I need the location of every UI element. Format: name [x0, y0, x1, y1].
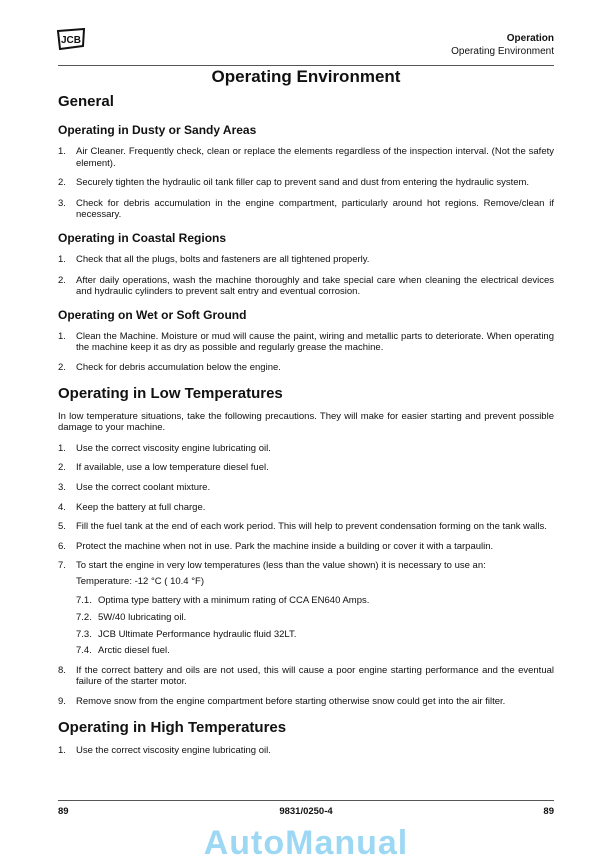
temperature-value: Temperature: -12 °C ( 10.4 °F) — [76, 575, 204, 587]
list-item: 7. To start the engine in very low temperatures (less than the value shown) it is necessary to use an: — [58, 560, 486, 572]
footer-page-left: 89 — [58, 806, 69, 817]
list-item: 8. If the correct battery and oils are not used, this will cause a poor engine starting performance and the eventual failure of the starter motor. — [58, 664, 554, 688]
heading-general: General — [58, 93, 114, 110]
heading-low-temperatures: Operating in Low Temperatures — [58, 384, 283, 402]
list-item: 2. Check for debris accumulation below the engine. — [58, 361, 281, 373]
sub-list-item: 7.3. JCB Ultimate Performance hydraulic fluid 32LT. — [76, 628, 297, 640]
list-item: 2. Securely tighten the hydraulic oil tank filler cap to prevent sand and dust from entering the hydraulic system. — [58, 177, 530, 189]
list-item: 3. Check for debris accumulation in the engine compartment, particularly around hot regions. Remove/clean if necessary. — [58, 197, 554, 221]
heading-wet: Operating on Wet or Soft Ground — [58, 307, 247, 322]
low-intro: In low temperature situations, take the following precautions. They will make for easier starting and prevent possible damage to your machine. — [58, 410, 554, 434]
header-subsection: Operating Environment — [451, 46, 554, 57]
header-divider — [58, 65, 554, 66]
list-item: 1. Clean the Machine. Moisture or mud will cause the paint, wiring and metallic parts to deteriorate. When operating the machine keep it as dry as possible and regularly grease the machine. — [58, 330, 554, 354]
sub-list-item: 7.4. Arctic diesel fuel. — [76, 645, 170, 657]
list-item: 5. Fill the fuel tank at the end of each work period. This will help to prevent condensation forming on the tank walls. — [58, 521, 547, 533]
list-item: 1. Check that all the plugs, bolts and fasteners are all tightened properly. — [58, 253, 370, 265]
list-item: 1. Use the correct viscosity engine lubricating oil. — [58, 442, 271, 454]
heading-dusty: Operating in Dusty or Sandy Areas — [58, 123, 257, 137]
watermark: AutoManual — [203, 824, 409, 862]
sub-list-item: 7.1. Optima type battery with a minimum rating of CCA EN640 Amps. — [76, 595, 370, 607]
list-item: 1. Use the correct viscosity engine lubricating oil. — [58, 744, 271, 756]
jcb-logo — [56, 28, 86, 48]
footer-page-right: 89 — [543, 806, 554, 817]
header-section: Operation — [506, 33, 554, 44]
list-item: 2. After daily operations, wash the machine thoroughly and take special care when cleaning the electrical devices and hydraulic cylinders to prevent salt entry and eventual corrosion. — [58, 274, 554, 298]
page-content — [58, 67, 554, 756]
page-title: Operating Environment — [211, 67, 401, 86]
list-item: 3. Use the correct coolant mixture. — [58, 481, 211, 493]
heading-high-temperatures: Operating in High Temperatures — [58, 718, 287, 736]
svg-text:JCB: JCB — [60, 35, 82, 46]
list-item: 2. If available, use a low temperature diesel fuel. — [58, 462, 269, 474]
footer-doc-number: 9831/0250-4 — [279, 806, 333, 817]
list-item: 4. Keep the battery at full charge. — [58, 501, 206, 513]
list-item: 1. Air Cleaner. Frequently check, clean or replace the elements regardless of the inspection interval. (Not the safety element). — [58, 146, 554, 169]
heading-coastal: Operating in Coastal Regions — [58, 230, 227, 245]
sub-list-item: 7.2. 5W/40 lubricating oil. — [76, 612, 187, 624]
list-item: 6. Protect the machine when not in use. Park the machine inside a building or cover it with a tarpaulin. — [58, 540, 494, 552]
footer-divider — [58, 800, 554, 801]
list-item: 9. Remove snow from the engine compartment before starting otherwise snow could get into the air filter. — [58, 696, 506, 708]
